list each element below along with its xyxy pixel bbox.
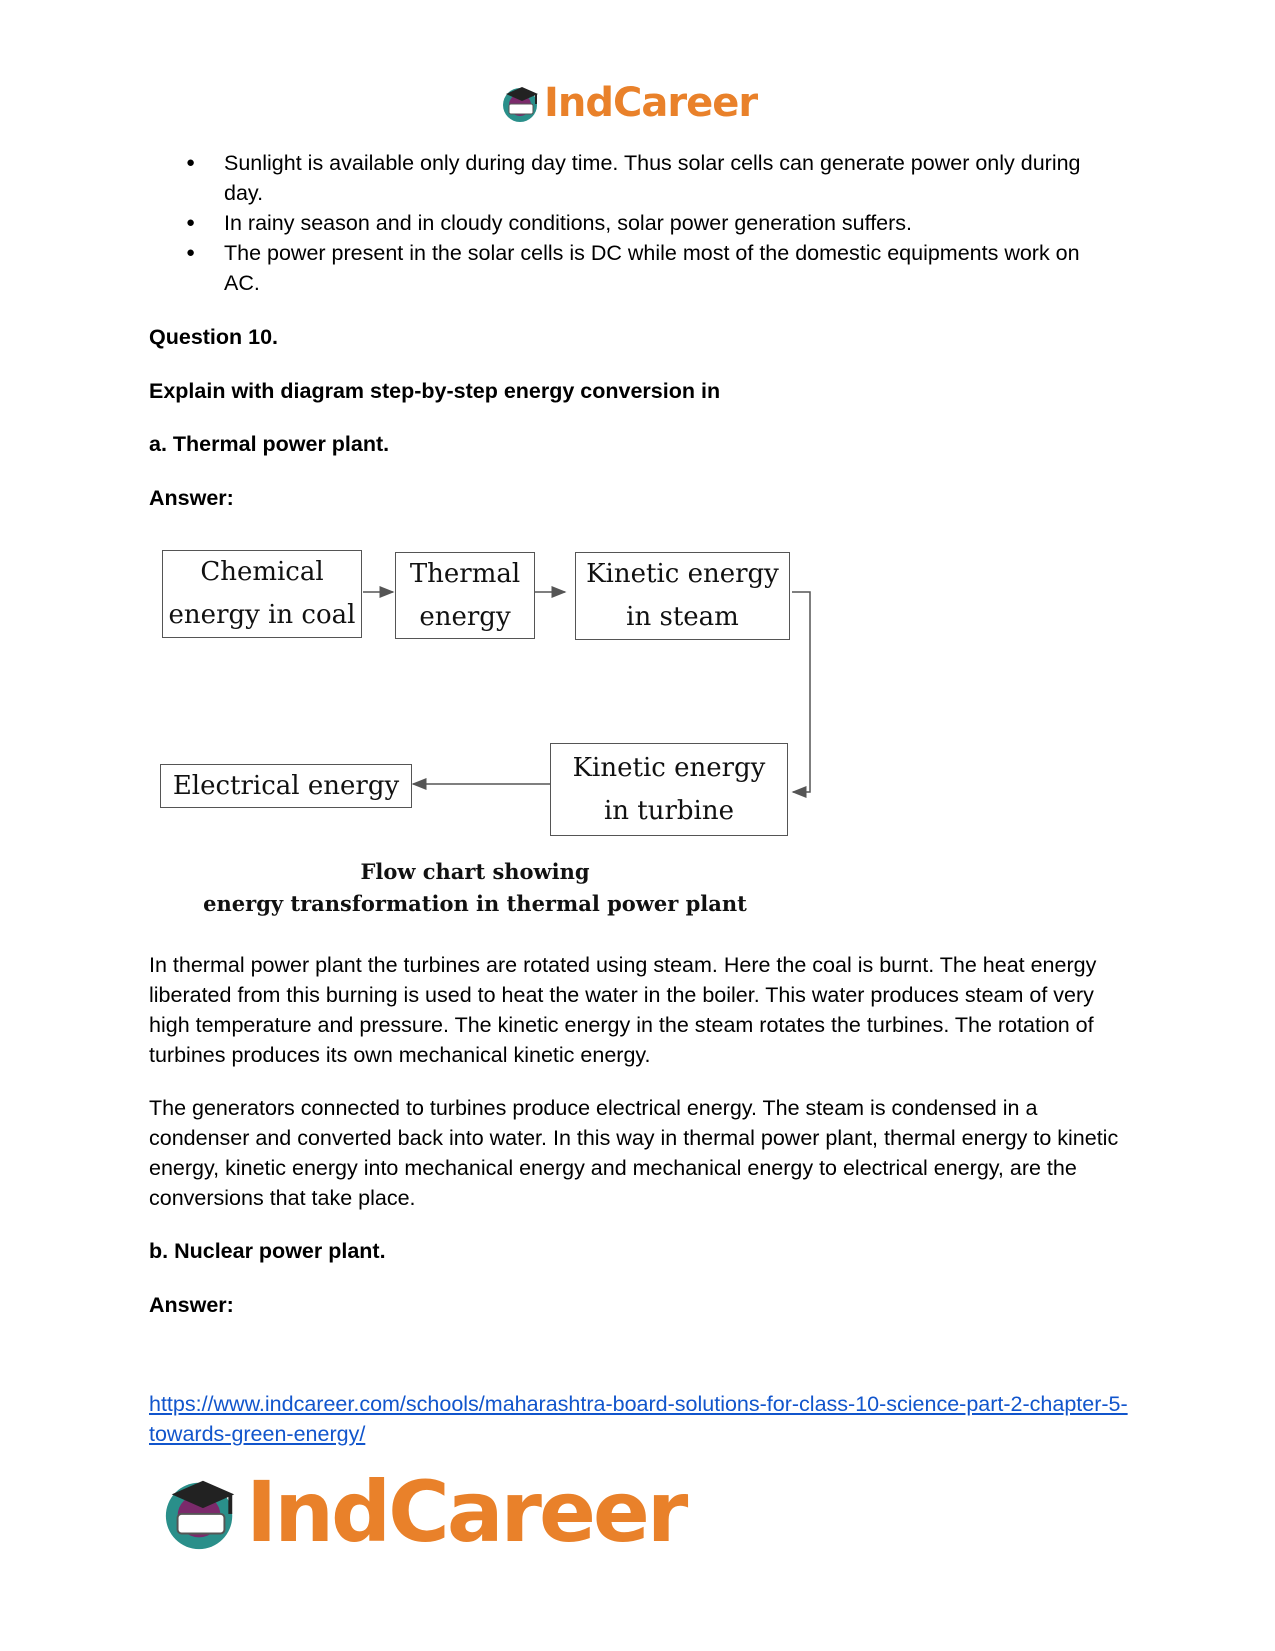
graduation-cap-globe-icon (160, 1471, 242, 1553)
header-logo (500, 78, 757, 128)
diagram-caption: Flow chart showing energy transformation in thermal power plant (203, 859, 747, 916)
source-link[interactable]: https://www.indcareer.com/schools/maharashtra-board-solutions-for-class-10-science-part-2-chapter-5-towards-green-energy/ (149, 1392, 1128, 1446)
list-item: ● In rainy season and in cloudy conditions, solar power generation suffers. (180, 208, 1110, 238)
box-kinetic-steam: Kinetic energy in steam (575, 552, 790, 640)
answer-a-label: Answer: (149, 486, 234, 510)
question-prompt: Explain with diagram step-by-step energy conversion in (149, 379, 721, 403)
bullet-list (180, 148, 1110, 298)
paragraph: In thermal power plant the turbines are rotated using steam. Here the coal is burnt. The heat energy liberated from this burning is used to heat the water in the boiler. This water produces steam of very high temperature and pressure. The kinetic energy in the steam rotates the turbines. The rotation of turbines produces its own mechanical kinetic energy. (149, 953, 1097, 1067)
box-electrical-energy: Electrical energy (160, 764, 412, 808)
footer-logo (160, 1463, 686, 1561)
question-number: Question 10. (149, 325, 279, 349)
box-chemical-energy: Chemical energy in coal (162, 550, 362, 638)
answer-b-label: Answer: (149, 1293, 234, 1317)
list-item: ● The power present in the solar cells is DC while most of the domestic equipments work on AC. (180, 238, 1110, 298)
arrow-steam-to-turbine (792, 592, 810, 792)
graduation-cap-globe-icon (500, 82, 542, 124)
energy-flow-diagram (150, 540, 850, 925)
list-item: ● Sunlight is available only during day time. Thus solar cells can generate power only during day. (180, 148, 1110, 208)
logo-text: IndCareer (544, 80, 758, 126)
paragraph: The generators connected to turbines produce electrical energy. The steam is condensed in a condenser and converted back into water. In this way in thermal power plant, thermal energy to kinetic energy, kinetic energy into mechanical energy and mechanical energy to electrical energy, are the conversions that take place. (149, 1096, 1119, 1210)
box-kinetic-turbine: Kinetic energy in turbine (550, 743, 788, 836)
part-b-heading: b. Nuclear power plant. (149, 1239, 386, 1263)
part-a-heading: a. Thermal power plant. (149, 432, 390, 456)
box-thermal-energy: Thermal energy (395, 552, 535, 639)
logo-text: IndCareer (246, 1463, 686, 1561)
